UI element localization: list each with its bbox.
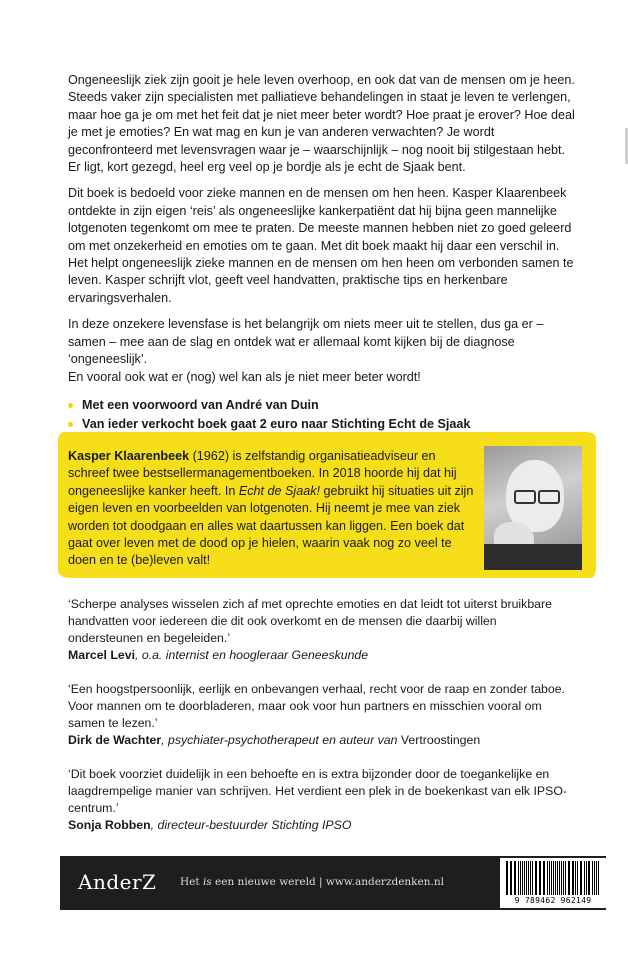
barcode-bar xyxy=(565,861,566,895)
quote-book-title: Vertroostingen xyxy=(400,733,481,747)
barcode-bar xyxy=(577,861,578,895)
barcode-bar xyxy=(589,861,590,895)
bullet-donation: Van ieder verkocht boek gaat 2 euro naar Stichting Echt de Sjaak xyxy=(68,415,580,434)
intro-paragraph-3a: In deze onzekere levensfase is het belangrijk om niets meer uit te stellen, dus ga er – samen – mee aan de slag en ontdek wat er allemaal komt kijken bij de diagnose ‘ongeneeslijk’. xyxy=(68,317,544,367)
barcode-bar xyxy=(522,861,523,895)
intro-section xyxy=(68,72,580,434)
barcode-bar xyxy=(544,861,545,895)
quote-de-wachter xyxy=(68,681,568,749)
barcode-bar xyxy=(575,861,576,895)
publisher-tagline xyxy=(180,876,444,888)
author-bio-part-2: gebruikt hij situaties uit zijn eigen leven en voorbeelden van lotgenoten. Hij neemt je mee van ziek worden tot doodgaan en alles wat daartussen kan liggen. Een boek dat gaat over leven met de dood op je hielen, waarin vaak nog zo veel te doen en te (be)leven valt! xyxy=(68,483,474,568)
author-bio xyxy=(68,448,478,570)
bullet-foreword: Met een voorwoord van André van Duin xyxy=(68,396,580,415)
author-photo-shirt xyxy=(484,544,582,570)
barcode-bar xyxy=(594,861,595,895)
quote-author: Dirk de Wachter xyxy=(68,733,162,747)
publisher-footer xyxy=(60,856,606,910)
barcode-bar xyxy=(559,861,560,895)
author-photo-glasses-left xyxy=(514,490,536,504)
author-photo xyxy=(484,446,582,570)
quote-author-role: , directeur-bestuurder Stichting IPSO xyxy=(150,818,352,832)
barcode-bar xyxy=(553,861,554,895)
barcode-icon xyxy=(506,861,600,895)
barcode-bar xyxy=(535,861,536,895)
barcode-bar xyxy=(551,861,552,895)
quote-text: ‘Dit boek voorziet duidelijk in een behoefte en is extra bijzonder door de toegankelijke en laagdrempelige manier van schrijven. Het verdient een plek in de boekenkast van elk IPSO-centrum.’ xyxy=(68,767,567,815)
barcode-bar xyxy=(540,861,541,895)
publisher-logo: AnderZ xyxy=(78,870,157,894)
book-title: Echt de Sjaak! xyxy=(238,483,321,498)
tagline-italic: is xyxy=(202,876,212,888)
barcode-box xyxy=(500,858,606,908)
barcode-bar xyxy=(584,861,585,895)
quote-text: ‘Een hoogstpersoonlijk, eerlijk en onbevangen verhaal, recht voor de raap en zonder taboe. Voor mannen om te doorbladeren, maar ook voor hun partners en misschien vooral om samen te lezen.’ xyxy=(68,682,565,730)
tagline-part-1: Het xyxy=(180,876,203,888)
author-bio-part-1: (1962) is zelfstandig organisatieadviseur en schreef twee bestsellermanagementboeken. In 2018 hoorde hij dat hij ongeneeslijke kanker heeft. In xyxy=(68,449,457,498)
quote-levi xyxy=(68,596,568,664)
intro-paragraph-1: Ongeneeslijk ziek zijn gooit je hele leven overhoop, en ook dat van de mensen om je heen. Steeds vaker zijn specialisten met palliatieve behandelingen in staat je leven te verlengen, maar hoe ga je om met het feit dat je niet meer beter wordt? Hoe praat je erover? Hoe deal je met je emoties? En wat mag en kun je van anderen verwachten? Je wordt geconfronteerd met levensvragen waar je – waarschijnlijk – nog nooit bij stilgestaan hebt. Er ligt, kort gezegd, heel erg veel op je bordje als je echt de Sjaak bent. xyxy=(68,73,575,175)
barcode-bar xyxy=(569,861,570,895)
quote-author-role: , psychiater-psychotherapeut en auteur van xyxy=(161,733,401,747)
quote-robben xyxy=(68,766,568,834)
isbn-number: 9 789462 962149 xyxy=(514,896,592,905)
intro-paragraph-2: Dit boek is bedoeld voor zieke mannen en de mensen om hen heen. Kasper Klaarenbeek ontdekte in zijn eigen ‘reis’ als ongeneeslijke kankerpatiënt dat hij bijna geen mannelijke lotgenoten tegenkomt om mee te praten. De meeste mannen hebben niet zo goed geleerd om met onzekerheid en emoties om te gaan. Met dit boek maakt hij daar een verschil in. Het helpt ongeneeslijk zieke mannen en de mensen om hen heen om verbonden samen te leven. Kasper schrijft vlot, geeft veel handvatten, praktische tips en herkenbare ervaringsverhalen. xyxy=(68,186,574,305)
intro-paragraph-3b: En vooral ook wat er (nog) wel kan als je niet meer beter wordt! xyxy=(68,369,421,384)
barcode-bar xyxy=(515,861,516,895)
quote-author: Sonja Robben xyxy=(68,818,151,832)
quote-text: ‘Scherpe analyses wisselen zich af met oprechte emoties en dat leidt tot uiterst bruikbare handvatten voor iedereen die dit ook overkomt en de mensen die daarbij willen ondersteunen en begeleiden.’ xyxy=(68,597,552,645)
barcode-bar xyxy=(520,861,521,895)
author-name: Kasper Klaarenbeek xyxy=(68,449,190,463)
tagline-part-2: een nieuwe wereld | www.anderzdenken.nl xyxy=(211,876,444,888)
highlights-list xyxy=(68,396,580,434)
barcode-bar xyxy=(510,861,511,895)
quote-author: Marcel Levi xyxy=(68,648,135,662)
barcode-bar xyxy=(530,861,531,895)
quote-author-role: , o.a. internist en hoogleraar Geneeskunde xyxy=(135,648,369,662)
author-photo-glasses-right xyxy=(538,490,560,504)
